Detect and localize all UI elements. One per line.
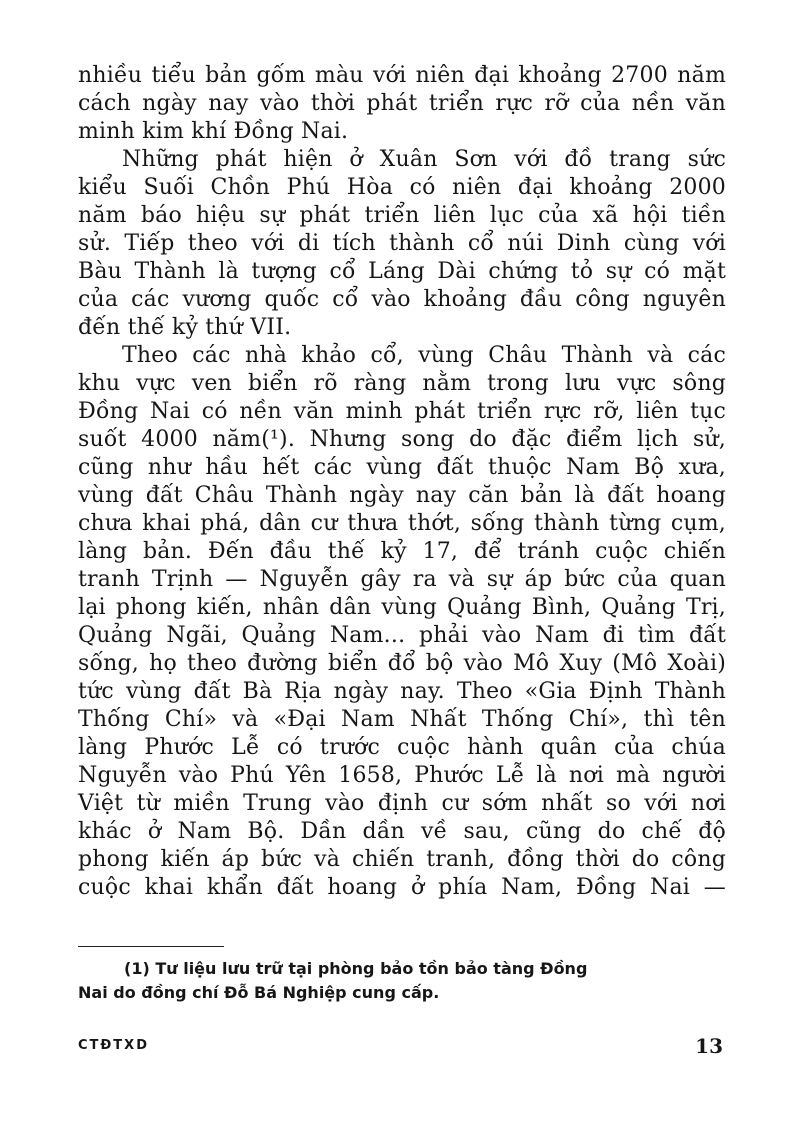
text-line: năm báo hiệu sự phát triển liên lục của xã hội tiền — [78, 203, 726, 228]
footnote-divider — [78, 946, 224, 947]
text-line: làng Phước Lễ có trước cuộc hành quân của chúa — [78, 735, 726, 760]
text-line: cuộc khai khẩn đất hoang ở phía Nam, Đồng Nai — — [78, 875, 726, 900]
text-line: Nguyễn vào Phú Yên 1658, Phước Lễ là nơi mà người — [78, 763, 726, 788]
text-line: làng bản. Đến đầu thế kỷ 17, để tránh cuộc chiến — [78, 539, 726, 564]
text-line: của các vương quốc cổ vào khoảng đầu công nguyên — [78, 287, 726, 312]
page-number: 13 — [695, 1034, 723, 1058]
text-line: phong kiến áp bức và chiến tranh, đồng thời do công — [78, 847, 726, 872]
footnote-line: Nai do đồng chí Đỗ Bá Nghiệp cung cấp. — [78, 983, 440, 1002]
printer-code: CTĐTXD — [78, 1038, 149, 1053]
text-line: nhiều tiểu bản gốm màu với niên đại khoảng 2700 năm — [78, 63, 726, 88]
text-line: kiểu Suối Chồn Phú Hòa có niên đại khoảng 2000 — [78, 175, 726, 200]
paragraph-start-line: Theo các nhà khảo cổ, vùng Châu Thành và các — [122, 343, 726, 368]
text-line: tranh Trịnh — Nguyễn gây ra và sự áp bức của quan — [78, 567, 726, 592]
text-line: Quảng Ngãi, Quảng Nam... phải vào Nam đi tìm đất — [78, 623, 726, 648]
text-line: Đồng Nai có nền văn minh phát triển rực rỡ, liên tục — [78, 399, 726, 424]
text-line: suốt 4000 năm(¹). Nhưng song do đặc điểm lịch sử, — [78, 427, 726, 452]
footnote — [78, 957, 726, 1005]
text-line: khu vực ven biển rõ ràng nằm trong lưu vực sông — [78, 371, 726, 396]
footnote-line: (1) Tư liệu lưu trữ tại phòng bảo tồn bảo tàng Đồng — [124, 959, 588, 978]
text-line: sống, họ theo đường biển đổ bộ vào Mô Xuy (Mô Xoài) — [78, 651, 726, 676]
text-line: cách ngày nay vào thời phát triển rực rỡ của nền văn — [78, 91, 726, 116]
text-line: Thống Chí» và «Đại Nam Nhất Thống Chí», thì tên — [78, 707, 726, 732]
text-line: Việt từ miền Trung vào định cư sớm nhất so với nơi — [78, 791, 726, 816]
text-line: đến thế kỷ thứ VII. — [78, 315, 292, 340]
text-line: chưa khai phá, dân cư thưa thớt, sống thành từng cụm, — [78, 511, 726, 536]
text-line: Bàu Thành là tượng cổ Láng Dài chứng tỏ sự có mặt — [78, 259, 726, 284]
body-text — [78, 62, 726, 902]
text-line: tức vùng đất Bà Rịa ngày nay. Theo «Gia Định Thành — [78, 679, 726, 704]
text-line: sử. Tiếp theo với di tích thành cổ núi Dinh cùng với — [78, 231, 726, 256]
text-line: lại phong kiến, nhân dân vùng Quảng Bình, Quảng Trị, — [78, 595, 726, 620]
text-line: vùng đất Châu Thành ngày nay căn bản là đất hoang — [78, 483, 726, 508]
text-line: minh kim khí Đồng Nai. — [78, 119, 349, 144]
text-line: khác ở Nam Bộ. Dần dần về sau, cũng do chế độ — [78, 819, 726, 844]
paragraph-start-line: Những phát hiện ở Xuân Sơn với đồ trang sức — [122, 147, 726, 172]
text-line: cũng như hầu hết các vùng đất thuộc Nam Bộ xưa, — [78, 455, 726, 480]
